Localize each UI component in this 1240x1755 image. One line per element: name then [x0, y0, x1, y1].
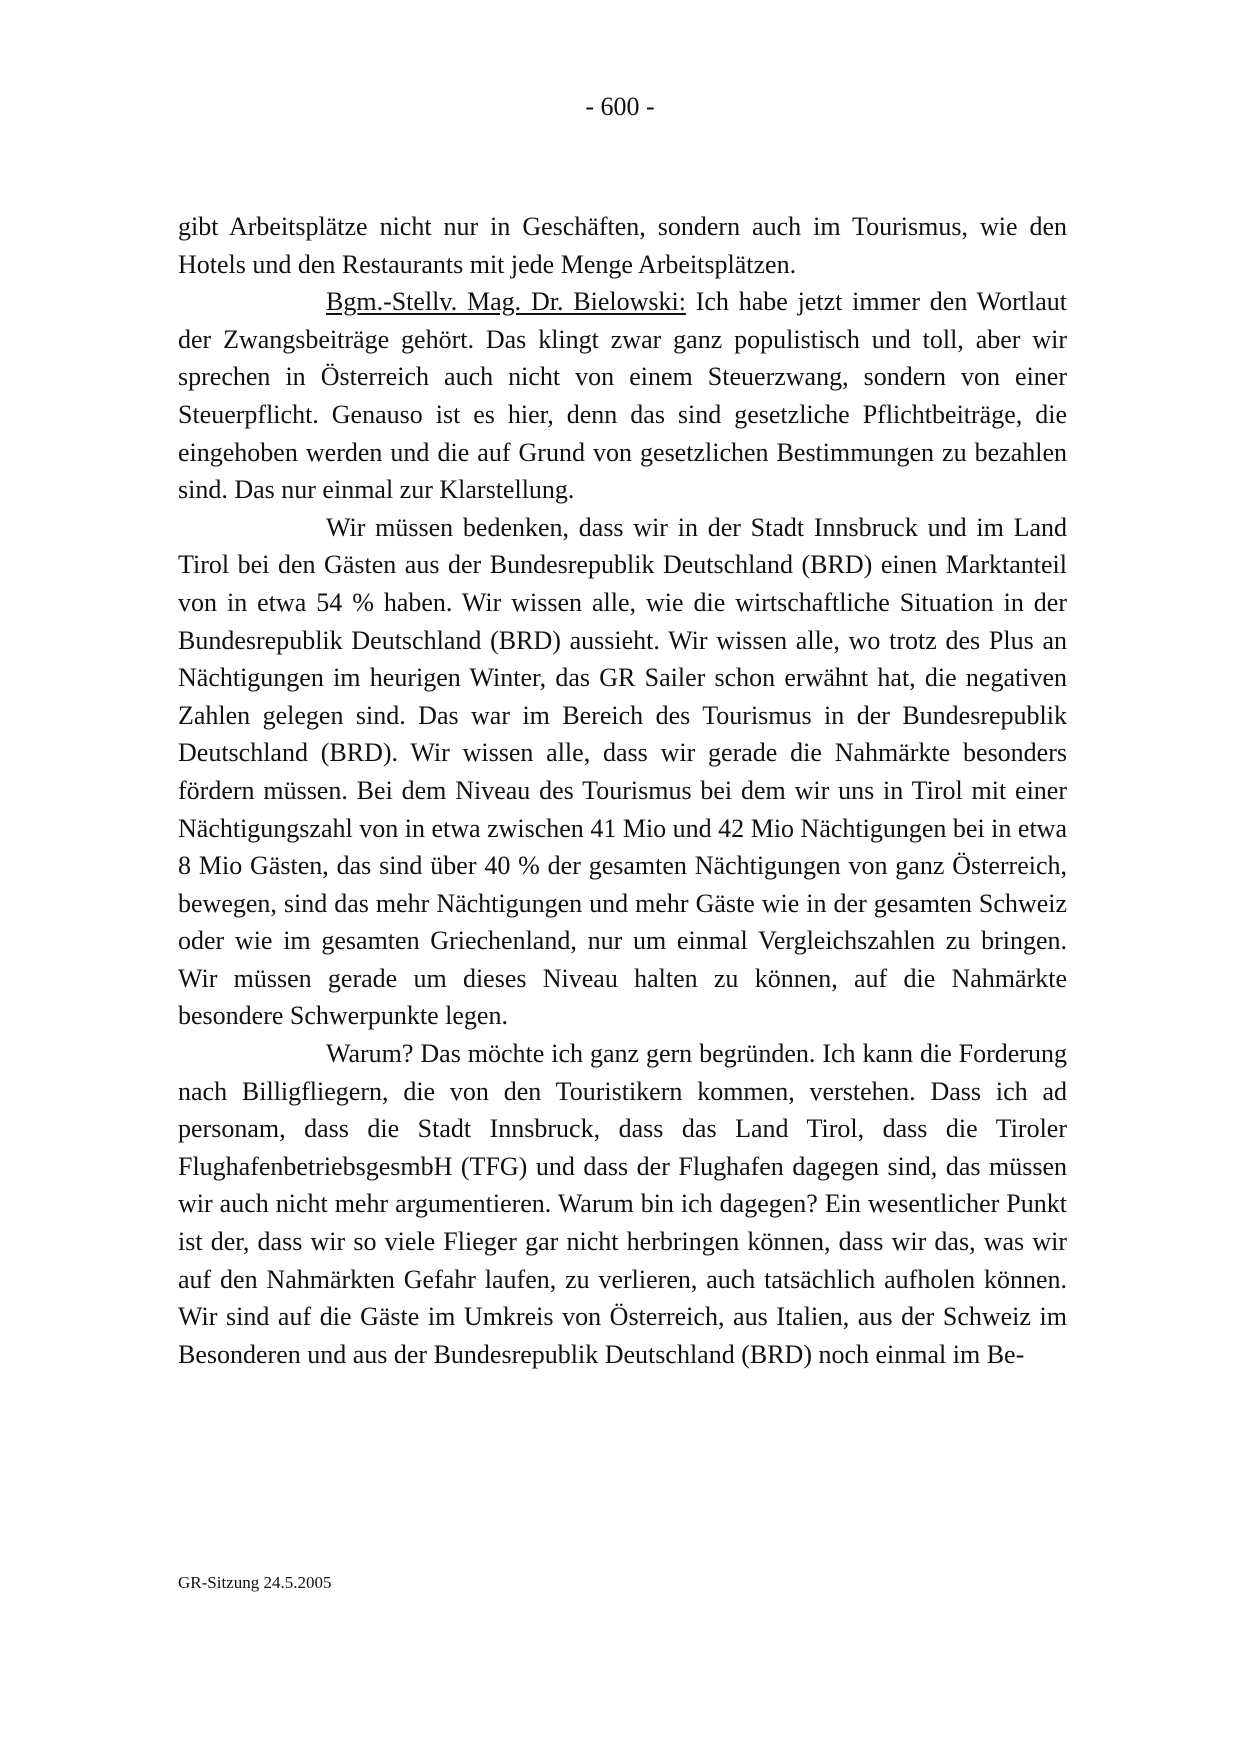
footer-session-date: GR-Sitzung 24.5.2005 [178, 1573, 332, 1592]
paragraph: Wir müssen bedenken, dass wir in der Stadt Innsbruck und im Land Tirol bei den Gästen aus der Bundesrepublik Deutschland (BRD) einen Marktanteil von in etwa 54 % haben. Wir wissen alle, wie die wirtschaftliche Situation in der Bundesrepublik Deutschland (BRD) aussieht. Wir wissen alle, wo trotz des Plus an Nächtigungen im heurigen Winter, das GR Sailer schon erwähnt hat, die negativen Zahlen gelegen sind. Das war im Bereich des Tourismus in der Bundesrepublik Deutschland (BRD). Wir wissen alle, dass wir gerade die Nahmärkte besonders fördern müssen. Bei dem Niveau des Tourismus bei dem wir uns in Tirol mit einer Nächtigungszahl von in etwa zwischen 41 Mio und 42 Mio Nächtigungen bei in etwa 8 Mio Gästen, das sind über 40 % der gesamten Nächtigungen von ganz Österreich, bewegen, sind das mehr Nächtigungen und mehr Gäste wie in der gesamten Schweiz oder wie im gesamten Griechenland, nur um einmal Vergleichszahlen zu bringen. Wir müssen gerade um dieses Niveau halten zu können, auf die Nahmärkte besondere Schwerpunkte legen. [178, 512, 1067, 1031]
speaker-name: Bgm.-Stellv. Mag. Dr. Bielowski: [326, 287, 686, 317]
paragraph-text: Ich habe jetzt immer den Wortlaut der Zwangsbeiträge gehört. Das klingt zwar ganz populistisch und toll, aber wir sprechen in Österreich auch nicht von einem Steuerzwang, sondern von einer Steuerpflicht. Genauso ist es hier, denn das sind gesetzliche Pflichtbeiträge, die eingehoben werden und die auf Grund von gesetzlichen Bestimmungen zu bezahlen sind. Das nur einmal zur Klarstellung. [178, 287, 1067, 505]
paragraph: Warum? Das möchte ich ganz gern begründen. Ich kann die Forderung nach Billigfliegern, die von den Touristikern kommen, verstehen. Dass ich ad personam, dass die Stadt Innsbruck, dass das Land Tirol, dass die Tiroler FlughafenbetriebsgesmbH (TFG) und dass der Flughafen dagegen sind, das müssen wir auch nicht mehr argumentieren. Warum bin ich dagegen? Ein wesentlicher Punkt ist der, dass wir so viele Flieger gar nicht herbringen können, dass wir das, was wir auf den Nahmärkten Gefahr laufen, zu verlieren, auch tatsächlich aufholen können. Wir sind auf die Gäste im Umkreis von Österreich, aus Italien, aus der Schweiz im Besonderen und aus der Bundesrepublik Deutschland (BRD) noch einmal im Be- [178, 1039, 1067, 1369]
document-body [178, 208, 1067, 1373]
page-number: - 600 - [585, 92, 655, 121]
paragraph-speech [178, 283, 1067, 509]
paragraph-continuation: gibt Arbeitsplätze nicht nur in Geschäften, sondern auch im Tourismus, wie den Hotels und den Restaurants mit jede Menge Arbeitsplätzen. [178, 212, 1067, 279]
